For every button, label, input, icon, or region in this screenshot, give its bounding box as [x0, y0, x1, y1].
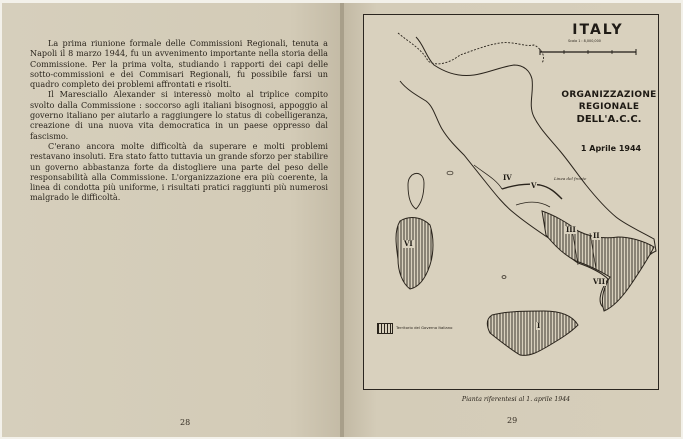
- sicily: [487, 311, 578, 355]
- legend-hatch-swatch: [377, 323, 393, 334]
- paragraph-2: Il Maresciallo Alexander si interessò molto al triplice compito svolto dalla Commissione : soccorso agli italiani bisognosi, appoggio al governo italiano per aiutarlo a raggiungere lo status di cobelligeranza, creazione di una nuova vita democratica in un paese oppresso dal fascismo.: [30, 89, 328, 141]
- book-gutter: [340, 3, 344, 437]
- left-page-body: [30, 38, 328, 203]
- org-title-line-1: ORGANIZZAZIONE: [561, 90, 657, 100]
- region-label-ii: II: [593, 231, 600, 240]
- region-label-iii: III: [566, 225, 576, 234]
- sardinia: [396, 218, 433, 289]
- southern-government-territory: [542, 211, 654, 311]
- front-line-label: Linea del fronte: [554, 176, 587, 181]
- map-caption: Pianta riferentesi al 1. aprile 1944: [461, 396, 571, 403]
- italy-map: [364, 15, 658, 389]
- org-title-line-3: DELL'A.C.C.: [576, 114, 642, 125]
- region-label-vi: VI: [404, 239, 413, 248]
- map-title: ITALY: [572, 22, 624, 38]
- legend-label: Territorio del Governo Italiano: [396, 325, 453, 330]
- organization-title: [547, 90, 671, 127]
- northern-border: [398, 33, 544, 64]
- region-label-iv: IV: [503, 173, 512, 182]
- page-number-left: 28: [180, 418, 191, 427]
- map-scale-label: Scala 1 : 8,000,000: [568, 39, 601, 43]
- paragraph-1: La prima riunione formale delle Commissioni Regionali, tenuta a Napoli il 8 marzo 1944, fu un avvenimento importante nella storia della Commissione. Per la prima volta, studiando i rapporti dei capi delle sotto-commissioni e dei Commisari Regionali, fu possibile farsi un quadro completo dei problemi affrontati e risolti.: [30, 38, 328, 90]
- region-label-i: I: [537, 321, 541, 330]
- region-label-v: V: [531, 181, 537, 190]
- org-date: 1 Aprile 1944: [580, 144, 642, 153]
- org-title-line-2: REGIONALE: [578, 102, 640, 112]
- region-label-vii: VII: [593, 277, 605, 286]
- page-number-right: 29: [507, 416, 518, 425]
- paragraph-3: C'erano ancora molte difficoltà da superare e molti problemi restavano insoluti. Era stato fatto tuttavia un grande sforzo per stabilire un governo abbastanza forte da distogliere una parte del peso delle responsabilità alla Commissione. L'organizzazione era più coerente, la linea di condotta più uniforme, i risultati pratici raggiunti più numerosi malgrado le difficoltà.: [30, 140, 328, 203]
- corsica: [408, 173, 424, 209]
- map-frame: [363, 14, 659, 390]
- scale-bar: [540, 49, 636, 55]
